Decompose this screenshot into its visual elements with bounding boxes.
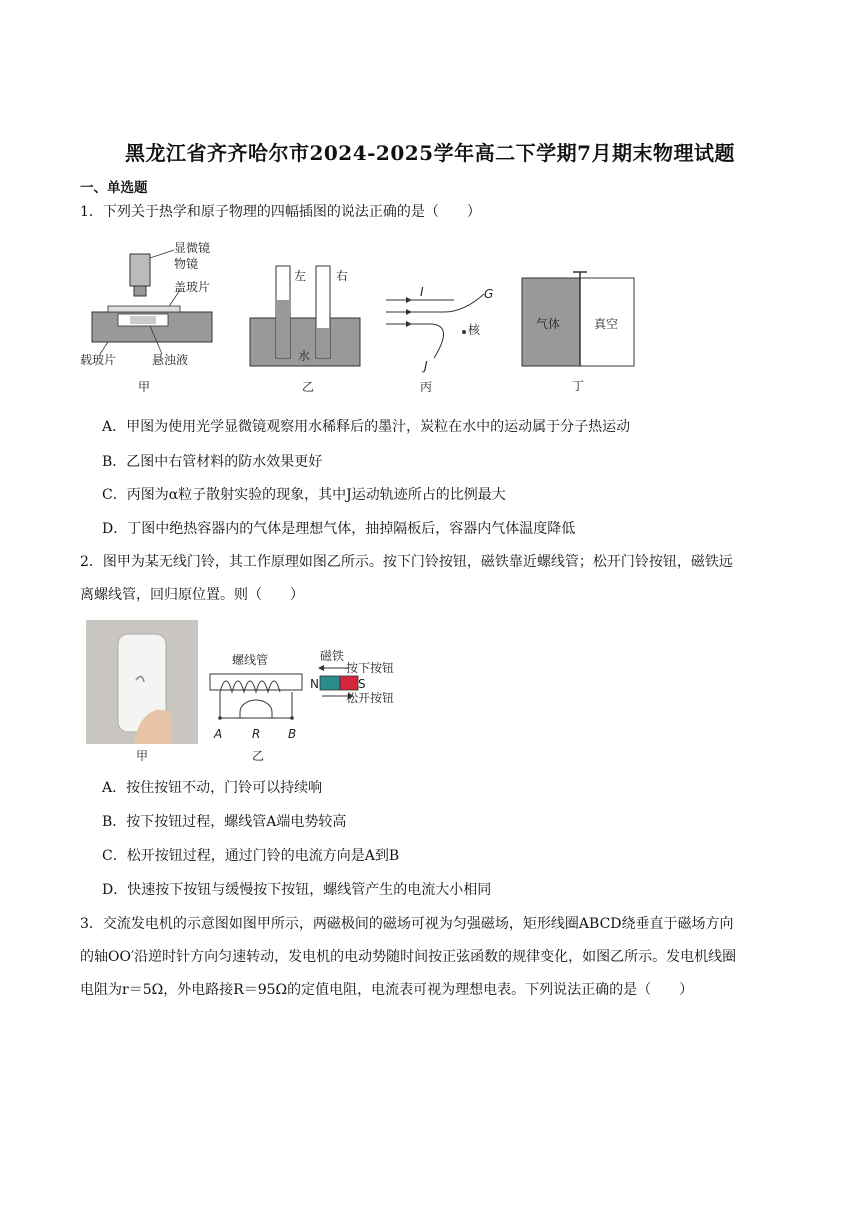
q2-option-b[interactable]: B．按下按钮过程，螺线管A端电势较高 [102,814,347,830]
caption-bing: 丙 [420,380,433,394]
caption-yi: 乙 [302,380,315,394]
question-1-stem: 1．下列关于热学和原子物理的四幅插图的说法正确的是（ ） [80,204,481,220]
caption-jia: 甲 [138,380,151,394]
label-N: N [310,677,319,691]
question-2-stem-line2: 离螺线管，回归原位置。则（ ） [80,587,304,603]
label-J: J [424,359,428,373]
figure-jia-microscope [78,236,238,396]
label-I: I [420,285,424,299]
label-right: 右 [336,269,349,283]
figure-ding-container [518,268,638,396]
label-cover-slip: 盖玻片 [174,280,211,294]
label-gas: 气体 [536,317,561,331]
label-S: S [358,677,366,691]
question-3-line1: 3．交流发电机的示意图如图甲所示，两磁极间的磁场可视为匀强磁场，矩形线圈ABCD绕垂直于磁场方向 [80,916,734,932]
q1-option-a[interactable]: A．甲图为使用光学显微镜观察用水稀释后的墨汁，炭粒在水中的运动属于分子热运动 [102,419,631,435]
caption-doorbell-jia: 甲 [136,749,149,763]
label-press: 按下按钮 [346,661,395,675]
label-solenoid: 螺线管 [232,653,269,667]
q2-option-a[interactable]: A．按住按钮不动，门铃可以持续响 [102,780,323,796]
page-title: 黑龙江省齐齐哈尔市2024-2025学年高二下学期7月期末物理试题 [124,141,736,165]
question-2-stem-line1: 2．图甲为某无线门铃，其工作原理如图乙所示。按下门铃按钮，磁铁靠近螺线管；松开门铃按钮，磁铁远 [80,554,733,570]
q1-option-d[interactable]: D．丁图中绝热容器内的气体是理想气体，抽掉隔板后，容器内气体温度降低 [102,521,576,537]
label-B: B [288,727,297,741]
figure-bing-scattering [384,282,504,396]
q2-option-c[interactable]: C．松开按钮过程，通过门铃的电流方向是A到B [102,848,400,864]
label-suspension: 悬浊液 [152,353,189,367]
caption-ding: 丁 [572,379,585,393]
label-magnet: 磁铁 [320,649,345,663]
label-nucleus: 核 [468,323,481,337]
label-objective: 物镜 [174,257,199,271]
figure-doorbell-circuit [204,646,410,766]
figure-doorbell-photo [86,620,198,766]
label-vacuum: 真空 [594,317,619,331]
q2-option-d[interactable]: D．快速按下按钮与缓慢按下按钮，螺线管产生的电流大小相同 [102,882,492,898]
question-3-line3: 电阻为r＝5Ω，外电路接R＝95Ω的定值电阻，电流表可视为理想电表。下列说法正确的是（ ） [80,982,694,998]
label-release: 松开按钮 [346,691,395,705]
q1-option-b[interactable]: B．乙图中右管材料的防水效果更好 [102,454,323,470]
question-3-line2: 的轴OO′沿逆时针方向匀速转动，发电机的电动势随时间按正弦函数的规律变化，如图乙所示。发电机线圈 [80,949,737,965]
q1-option-c[interactable]: C．丙图为α粒子散射实验的现象，其中J运动轨迹所占的比例最大 [102,487,506,503]
label-left: 左 [294,269,307,283]
figure-yi-tubes [248,262,368,396]
label-microscope: 显微镜 [174,241,211,255]
section-heading: 一、单选题 [80,180,148,196]
label-slide: 载玻片 [80,353,117,367]
caption-doorbell-yi: 乙 [252,749,265,763]
label-water: 水 [298,349,311,363]
label-A: A [214,727,223,741]
label-R: R [252,727,261,741]
label-G: G [484,287,494,301]
